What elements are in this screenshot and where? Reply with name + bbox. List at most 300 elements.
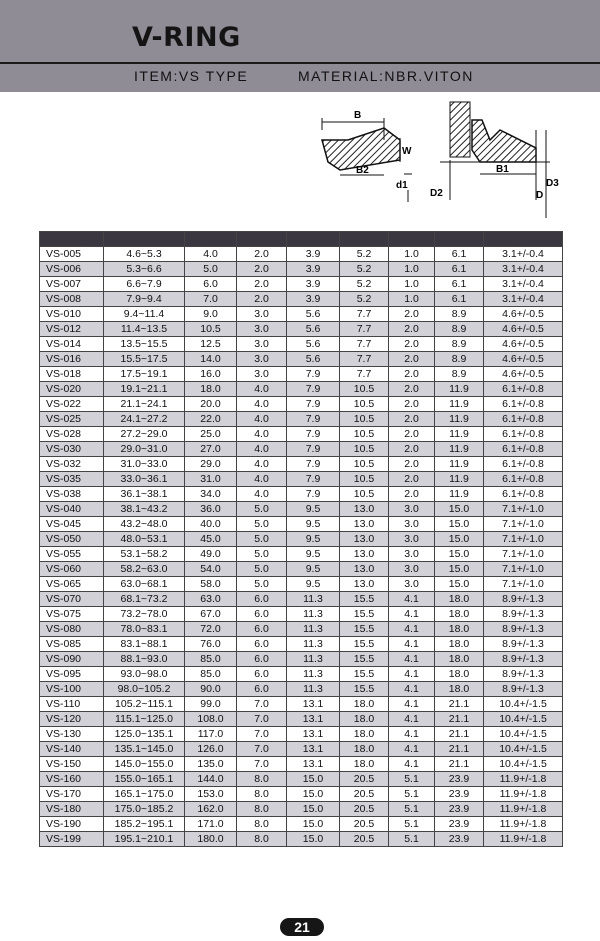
table-cell: 3.0 [389, 577, 435, 592]
table-cell: 175.0~185.2 [104, 802, 185, 817]
table-cell: 8.0 [237, 817, 287, 832]
table-cell: 3.1+/-0.4 [484, 262, 563, 277]
table-cell: 23.9 [435, 832, 484, 847]
table-row [40, 622, 563, 637]
column-header: D2 [389, 232, 435, 247]
table-cell: 171.0 [185, 817, 237, 832]
table-cell: 10.4+/-1.5 [484, 757, 563, 772]
table-cell: 105.2~115.1 [104, 697, 185, 712]
table-cell: VS-070 [40, 592, 104, 607]
table-cell: 67.0 [185, 607, 237, 622]
table-cell: 7.7 [340, 337, 389, 352]
table-cell: 18.0 [435, 637, 484, 652]
table-cell: 29.0~31.0 [104, 442, 185, 457]
table-cell: 3.9 [287, 292, 340, 307]
table-cell: 3.9 [287, 262, 340, 277]
table-cell: 27.0 [185, 442, 237, 457]
table-cell: 15.0 [435, 577, 484, 592]
table-cell: 7.7 [340, 367, 389, 382]
dim-label-w: W [402, 146, 412, 157]
table-cell: 15.5 [340, 637, 389, 652]
table-cell: 4.1 [389, 682, 435, 697]
table-cell: 7.0 [237, 757, 287, 772]
table-cell: 4.1 [389, 622, 435, 637]
table-cell: 85.0 [185, 667, 237, 682]
table-cell: VS-140 [40, 742, 104, 757]
table-header-row [40, 232, 563, 247]
table-cell: 145.0~155.0 [104, 757, 185, 772]
table-cell: 7.7 [340, 322, 389, 337]
table-cell: 162.0 [185, 802, 237, 817]
table-cell: 4.6+/-0.5 [484, 322, 563, 337]
table-cell: 9.5 [287, 517, 340, 532]
table-cell: VS-018 [40, 367, 104, 382]
table-cell: 4.0 [237, 472, 287, 487]
table-cell: VS-022 [40, 397, 104, 412]
table-cell: 7.1+/-1.0 [484, 532, 563, 547]
table-cell: 4.0 [185, 247, 237, 262]
table-cell: 15.5 [340, 622, 389, 637]
table-cell: 7.0 [185, 292, 237, 307]
table-cell: VS-090 [40, 652, 104, 667]
table-cell: 4.1 [389, 667, 435, 682]
dim-label-d1: d1 [396, 180, 408, 191]
table-cell: 20.0 [185, 397, 237, 412]
table-cell: VS-025 [40, 412, 104, 427]
table-cell: 6.1 [435, 277, 484, 292]
table-cell: 38.1~43.2 [104, 502, 185, 517]
table-cell: 5.0 [237, 562, 287, 577]
table-cell: 8.9+/-1.3 [484, 607, 563, 622]
table-row [40, 547, 563, 562]
table-cell: VS-040 [40, 502, 104, 517]
table-cell: 180.0 [185, 832, 237, 847]
table-cell: 5.0 [237, 547, 287, 562]
table-cell: 4.1 [389, 607, 435, 622]
table-cell: 18.0 [340, 697, 389, 712]
table-cell: VS-020 [40, 382, 104, 397]
table-row [40, 472, 563, 487]
table-row [40, 682, 563, 697]
table-cell: 13.5~15.5 [104, 337, 185, 352]
table-cell: 19.1~21.1 [104, 382, 185, 397]
table-row [40, 817, 563, 832]
table-cell: 11.9+/-1.8 [484, 772, 563, 787]
table-cell: 27.2~29.0 [104, 427, 185, 442]
ring-profile-installed [440, 102, 550, 218]
column-header: PART NO. [40, 232, 104, 247]
table-cell: 7.9 [287, 427, 340, 442]
table-cell: 4.0 [237, 442, 287, 457]
table-cell: 6.6~7.9 [104, 277, 185, 292]
table-cell: 49.0 [185, 547, 237, 562]
table-cell: 5.6 [287, 352, 340, 367]
table-cell: 6.0 [237, 592, 287, 607]
table-cell: 11.4~13.5 [104, 322, 185, 337]
table-cell: 2.0 [389, 472, 435, 487]
table-cell: 78.0~83.1 [104, 622, 185, 637]
table-cell: 18.0 [435, 592, 484, 607]
table-cell: 53.1~58.2 [104, 547, 185, 562]
table-cell: 7.1+/-1.0 [484, 517, 563, 532]
table-row [40, 832, 563, 847]
table-cell: 3.0 [237, 367, 287, 382]
table-cell: 21.1 [435, 727, 484, 742]
table-cell: 6.1+/-0.8 [484, 382, 563, 397]
table-cell: 4.1 [389, 592, 435, 607]
table-cell: 3.0 [389, 502, 435, 517]
table-cell: 13.0 [340, 517, 389, 532]
table-cell: 3.1+/-0.4 [484, 292, 563, 307]
dim-label-d2: D2 [430, 188, 443, 199]
table-cell: 21.1 [435, 757, 484, 772]
table-cell: 8.9+/-1.3 [484, 652, 563, 667]
table-row [40, 562, 563, 577]
table-cell: 90.0 [185, 682, 237, 697]
table-cell: 10.4+/-1.5 [484, 727, 563, 742]
table-cell: 9.5 [287, 502, 340, 517]
table-cell: 7.9 [287, 382, 340, 397]
table-cell: 15.0 [435, 502, 484, 517]
table-cell: VS-080 [40, 622, 104, 637]
table-cell: 135.0 [185, 757, 237, 772]
table-cell: 4.0 [237, 412, 287, 427]
column-header: B [340, 232, 389, 247]
table-cell: 10.5 [340, 487, 389, 502]
table-cell: VS-008 [40, 292, 104, 307]
table-row [40, 577, 563, 592]
table-cell: 99.0 [185, 697, 237, 712]
table-cell: 3.0 [389, 532, 435, 547]
table-cell: 5.6 [287, 322, 340, 337]
table-cell: 63.0 [185, 592, 237, 607]
table-cell: 4.6+/-0.5 [484, 367, 563, 382]
table-cell: 5.0 [237, 502, 287, 517]
table-cell: 5.2 [340, 262, 389, 277]
table-row [40, 637, 563, 652]
table-row [40, 427, 563, 442]
table-cell: 5.3~6.6 [104, 262, 185, 277]
table-cell: 15.5~17.5 [104, 352, 185, 367]
table-cell: 2.0 [389, 487, 435, 502]
table-cell: 15.5 [340, 652, 389, 667]
table-cell: VS-045 [40, 517, 104, 532]
table-cell: VS-014 [40, 337, 104, 352]
table-cell: 125.0~135.1 [104, 727, 185, 742]
table-cell: VS-120 [40, 712, 104, 727]
table-cell: 10.5 [340, 397, 389, 412]
table-row [40, 667, 563, 682]
table-cell: 6.0 [237, 667, 287, 682]
table-cell: 5.6 [287, 307, 340, 322]
table-cell: 3.0 [237, 322, 287, 337]
table-cell: 2.0 [389, 382, 435, 397]
table-cell: 4.1 [389, 697, 435, 712]
table-cell: 1.0 [389, 247, 435, 262]
page-number: 21 [280, 918, 324, 936]
table-cell: 185.2~195.1 [104, 817, 185, 832]
table-cell: VS-110 [40, 697, 104, 712]
table-row [40, 442, 563, 457]
table-cell: 20.5 [340, 817, 389, 832]
table-cell: 18.0 [340, 742, 389, 757]
table-cell: 11.3 [287, 637, 340, 652]
table-cell: VS-075 [40, 607, 104, 622]
table-cell: 4.1 [389, 712, 435, 727]
table-row [40, 697, 563, 712]
table-cell: 6.0 [237, 682, 287, 697]
table-cell: 6.1 [435, 292, 484, 307]
table-cell: 7.9 [287, 397, 340, 412]
table-cell: 20.5 [340, 802, 389, 817]
table-cell: 7.9 [287, 412, 340, 427]
table-cell: 6.1+/-0.8 [484, 487, 563, 502]
table-cell: 6.0 [237, 607, 287, 622]
table-cell: 20.5 [340, 787, 389, 802]
table-cell: 93.0~98.0 [104, 667, 185, 682]
table-cell: 5.0 [237, 532, 287, 547]
table-cell: 85.0 [185, 652, 237, 667]
table-cell: 12.5 [185, 337, 237, 352]
table-cell: 18.0 [435, 682, 484, 697]
table-cell: 6.1+/-0.8 [484, 457, 563, 472]
table-row [40, 532, 563, 547]
table-cell: 13.0 [340, 577, 389, 592]
table-cell: 117.0 [185, 727, 237, 742]
table-cell: 10.5 [340, 457, 389, 472]
table-cell: 54.0 [185, 562, 237, 577]
table-row [40, 262, 563, 277]
table-cell: 16.0 [185, 367, 237, 382]
table-cell: 153.0 [185, 787, 237, 802]
table-cell: 2.0 [237, 262, 287, 277]
table-cell: 5.2 [340, 292, 389, 307]
table-row [40, 322, 563, 337]
table-cell: 11.9+/-1.8 [484, 802, 563, 817]
table-cell: 21.1~24.1 [104, 397, 185, 412]
table-cell: 2.0 [389, 337, 435, 352]
table-cell: 9.5 [287, 562, 340, 577]
table-cell: 11.9 [435, 412, 484, 427]
table-cell: 7.1+/-1.0 [484, 502, 563, 517]
table-row [40, 502, 563, 517]
table-cell: 21.1 [435, 712, 484, 727]
table-cell: 2.0 [389, 367, 435, 382]
table-cell: 58.2~63.0 [104, 562, 185, 577]
table-cell: 8.9 [435, 367, 484, 382]
table-cell: 2.0 [389, 352, 435, 367]
table-cell: 33.0~36.1 [104, 472, 185, 487]
table-cell: 1.0 [389, 262, 435, 277]
table-cell: VS-055 [40, 547, 104, 562]
table-cell: 88.1~93.0 [104, 652, 185, 667]
table-row [40, 517, 563, 532]
table-cell: 126.0 [185, 742, 237, 757]
table-cell: 15.0 [435, 517, 484, 532]
table-cell: 6.0 [237, 637, 287, 652]
table-cell: 135.1~145.0 [104, 742, 185, 757]
table-cell: 165.1~175.0 [104, 787, 185, 802]
table-cell: 15.0 [287, 802, 340, 817]
table-row [40, 787, 563, 802]
column-header: D [104, 232, 185, 247]
table-cell: VS-038 [40, 487, 104, 502]
header-band [0, 0, 600, 92]
column-header: W [237, 232, 287, 247]
dim-label-b2: B2 [356, 165, 369, 176]
table-row [40, 337, 563, 352]
table-cell: 108.0 [185, 712, 237, 727]
table-cell: 29.0 [185, 457, 237, 472]
table-cell: 7.0 [237, 697, 287, 712]
table-cell: 2.0 [389, 427, 435, 442]
table-cell: 4.1 [389, 742, 435, 757]
table-cell: 11.9 [435, 487, 484, 502]
table-cell: 1.0 [389, 277, 435, 292]
table-cell: 7.9 [287, 457, 340, 472]
table-cell: 7.7 [340, 307, 389, 322]
table-cell: 8.9 [435, 337, 484, 352]
table-cell: 23.9 [435, 772, 484, 787]
table-cell: 2.0 [389, 442, 435, 457]
table-cell: VS-150 [40, 757, 104, 772]
table-cell: 36.1~38.1 [104, 487, 185, 502]
table-cell: 18.0 [340, 727, 389, 742]
table-cell: 6.1+/-0.8 [484, 427, 563, 442]
table-cell: 8.9+/-1.3 [484, 667, 563, 682]
table-cell: 8.9+/-1.3 [484, 637, 563, 652]
table-cell: 5.1 [389, 832, 435, 847]
table-cell: 8.9 [435, 307, 484, 322]
table-row [40, 247, 563, 262]
table-cell: 3.0 [237, 337, 287, 352]
table-cell: 5.0 [185, 262, 237, 277]
item-type-label: ITEM:VS TYPE [134, 68, 249, 84]
column-header: B2 [287, 232, 340, 247]
table-cell: 10.4+/-1.5 [484, 697, 563, 712]
table-cell: 73.2~78.0 [104, 607, 185, 622]
table-cell: 4.1 [389, 652, 435, 667]
table-cell: 18.0 [435, 667, 484, 682]
table-row [40, 727, 563, 742]
table-row [40, 772, 563, 787]
table-cell: 68.1~73.2 [104, 592, 185, 607]
table-cell: 7.9 [287, 442, 340, 457]
table-cell: 31.0~33.0 [104, 457, 185, 472]
table-row [40, 352, 563, 367]
table-cell: VS-130 [40, 727, 104, 742]
table-cell: 18.0 [340, 712, 389, 727]
table-cell: 5.2 [340, 277, 389, 292]
table-cell: 11.3 [287, 667, 340, 682]
table-cell: 11.9 [435, 397, 484, 412]
table-cell: 36.0 [185, 502, 237, 517]
table-cell: 11.3 [287, 622, 340, 637]
table-cell: 15.0 [287, 772, 340, 787]
table-cell: 13.1 [287, 727, 340, 742]
table-cell: 15.0 [287, 817, 340, 832]
v-ring-dimension-table [39, 231, 563, 847]
table-body [40, 247, 563, 847]
table-cell: 4.6+/-0.5 [484, 352, 563, 367]
table-cell: 15.5 [340, 592, 389, 607]
header-divider [0, 62, 600, 64]
table-cell: 58.0 [185, 577, 237, 592]
table-cell: 13.0 [340, 502, 389, 517]
table-cell: 7.1+/-1.0 [484, 577, 563, 592]
table-cell: 45.0 [185, 532, 237, 547]
table-cell: 4.1 [389, 757, 435, 772]
table-cell: 115.1~125.0 [104, 712, 185, 727]
table-row [40, 367, 563, 382]
table-cell: 4.0 [237, 427, 287, 442]
table-cell: 11.9+/-1.8 [484, 817, 563, 832]
table-cell: 3.1+/-0.4 [484, 277, 563, 292]
table-cell: 9.0 [185, 307, 237, 322]
table-cell: 6.0 [237, 622, 287, 637]
table-cell: VS-005 [40, 247, 104, 262]
table-cell: VS-010 [40, 307, 104, 322]
table-cell: 10.5 [340, 472, 389, 487]
table-cell: 7.9 [287, 487, 340, 502]
table-cell: 6.1+/-0.8 [484, 472, 563, 487]
table-cell: 8.9+/-1.3 [484, 682, 563, 697]
table-cell: 48.0~53.1 [104, 532, 185, 547]
table-cell: 6.0 [237, 652, 287, 667]
table-cell: 5.1 [389, 787, 435, 802]
table-cell: VS-170 [40, 787, 104, 802]
table-cell: 4.0 [237, 382, 287, 397]
table-cell: VS-012 [40, 322, 104, 337]
table-cell: VS-007 [40, 277, 104, 292]
table-cell: VS-035 [40, 472, 104, 487]
table-cell: 15.0 [287, 832, 340, 847]
table-cell: 9.4~11.4 [104, 307, 185, 322]
table-cell: 11.9+/-1.8 [484, 787, 563, 802]
table-cell: 13.1 [287, 742, 340, 757]
table-cell: 98.0~105.2 [104, 682, 185, 697]
table-cell: 3.0 [389, 562, 435, 577]
table-cell: 4.6~5.3 [104, 247, 185, 262]
table-cell: 83.1~88.1 [104, 637, 185, 652]
table-cell: 7.0 [237, 727, 287, 742]
table-cell: 11.9 [435, 472, 484, 487]
table-cell: 8.0 [237, 787, 287, 802]
table-cell: 2.0 [389, 412, 435, 427]
table-cell: 23.9 [435, 802, 484, 817]
table-cell: 2.0 [237, 277, 287, 292]
table-cell: 11.9 [435, 442, 484, 457]
table-row [40, 277, 563, 292]
table-cell: 3.0 [389, 547, 435, 562]
table-cell: 6.1+/-0.8 [484, 397, 563, 412]
table-cell: 18.0 [340, 757, 389, 772]
table-row [40, 412, 563, 427]
table-cell: VS-006 [40, 262, 104, 277]
table-cell: 6.1 [435, 247, 484, 262]
table-row [40, 397, 563, 412]
table-row [40, 802, 563, 817]
table-cell: VS-100 [40, 682, 104, 697]
table-cell: VS-085 [40, 637, 104, 652]
table-cell: 3.0 [237, 307, 287, 322]
table-cell: 11.9 [435, 457, 484, 472]
table-cell: 7.9 [287, 367, 340, 382]
table-cell: VS-060 [40, 562, 104, 577]
v-ring-cross-section-diagram [300, 100, 570, 230]
table-cell: 2.0 [237, 247, 287, 262]
table-cell: 6.0 [185, 277, 237, 292]
